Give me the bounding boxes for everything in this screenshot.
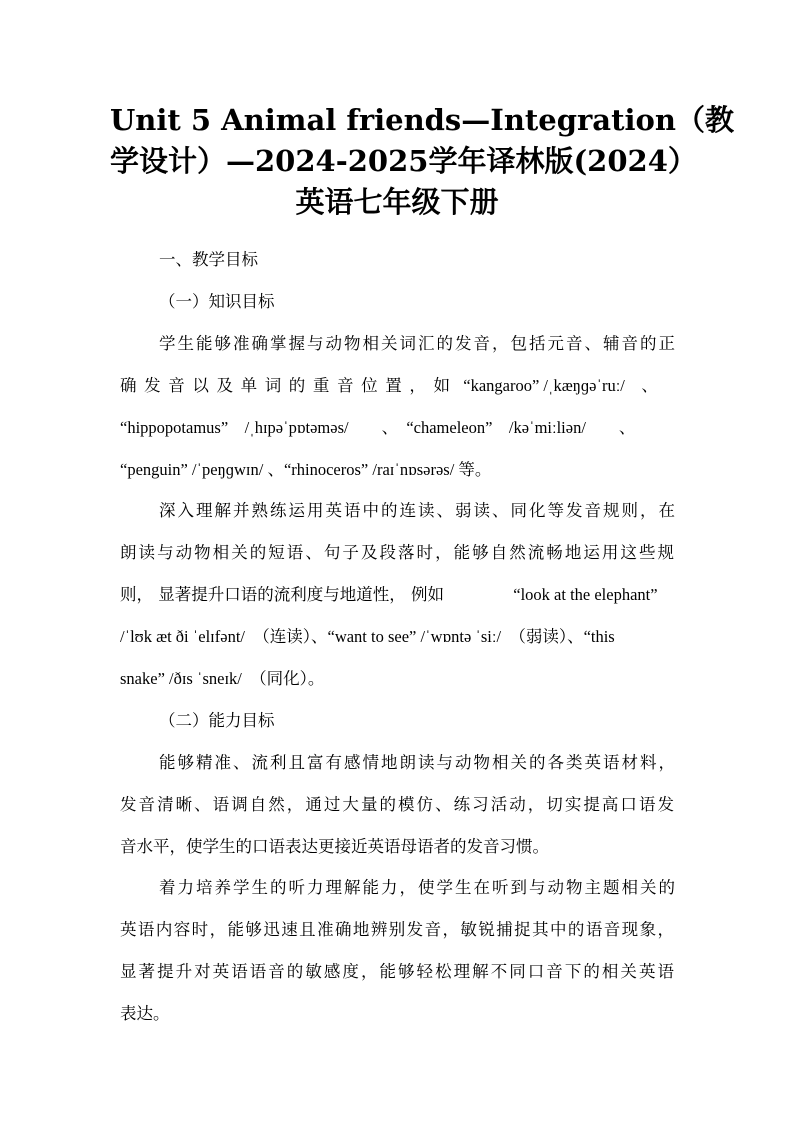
phonetic-example: /ˈlʊk æt ði ˈelɪfənt/ （连读）、“want to see” /ˈwɒntə ˈsiː/ （弱读）、“this [120,627,615,646]
paragraph-text: 确 发 音 以 及 单 词 的 重 音 位 置 ， 如 [120,376,450,395]
paragraph-text: 则， 显著提升口语的流利度与地道性， 例如 [120,585,444,604]
paragraph-line: 英语内容时，能够迅速且准确地辨别发音，敏锐捕捉其中的语音现象， [120,920,674,939]
title-line-3: 英语七年级下册 [295,185,499,219]
paragraph-line: 深入理解并熟练运用英语中的连读、弱读、同化等发音规则，在 [159,501,675,520]
phonetic-example: “penguin” /ˈpeŋɡwɪn/ 、“rhinoceros” /raɪˈnɒsərəs/ 等。 [120,460,492,479]
paragraph-line [120,375,674,397]
title-line-1: Unit 5 Animal friends—Integration（教 [110,103,734,137]
paragraph-line: 音水平，使学生的口语表达更接近英语母语者的发音习惯。 [120,837,549,856]
paragraph-line: 发音清晰、语调自然，通过大量的模仿、练习活动，切实提高口语发 [120,795,674,814]
paragraph-line: 显著提升对英语语音的敏感度，能够轻松理解不同口音下的相关英语 [120,962,674,981]
section-heading-teaching-goals: 一、教学目标 [159,250,258,269]
paragraph-line: 朗读与动物相关的短语、句子及段落时，能够自然流畅地运用这些规 [120,543,674,562]
paragraph-line: 表达。 [120,1004,170,1023]
subsection-heading-knowledge-goals: （一）知识目标 [159,292,275,311]
paragraph-line: 能够精准、流利且富有感情地朗读与动物相关的各类英语材料， [159,753,675,772]
paragraph-line: 学生能够准确掌握与动物相关词汇的发音，包括元音、辅音的正 [159,334,675,353]
paragraph-line: 着力培养学生的听力理解能力，使学生在听到与动物主题相关的 [159,878,675,897]
subsection-heading-ability-goals: （二）能力目标 [159,711,275,730]
title-line-2: 学设计）—2024-2025学年译林版(2024） [110,144,697,178]
phonetic-example: “kangaroo” /ˌkæŋɡəˈruː/ 、 [463,376,658,395]
phonetic-example: “look at the elephant” [513,585,658,604]
phonetic-example: snake” /ðɪs ˈsneɪk/ （同化）。 [120,669,325,688]
paragraph-line [120,584,674,606]
phonetic-example: “hippopotamus” /ˌhɪpəˈpɒtəməs/ 、 “chameleon” /kəˈmiːliən/ 、 [120,418,636,437]
